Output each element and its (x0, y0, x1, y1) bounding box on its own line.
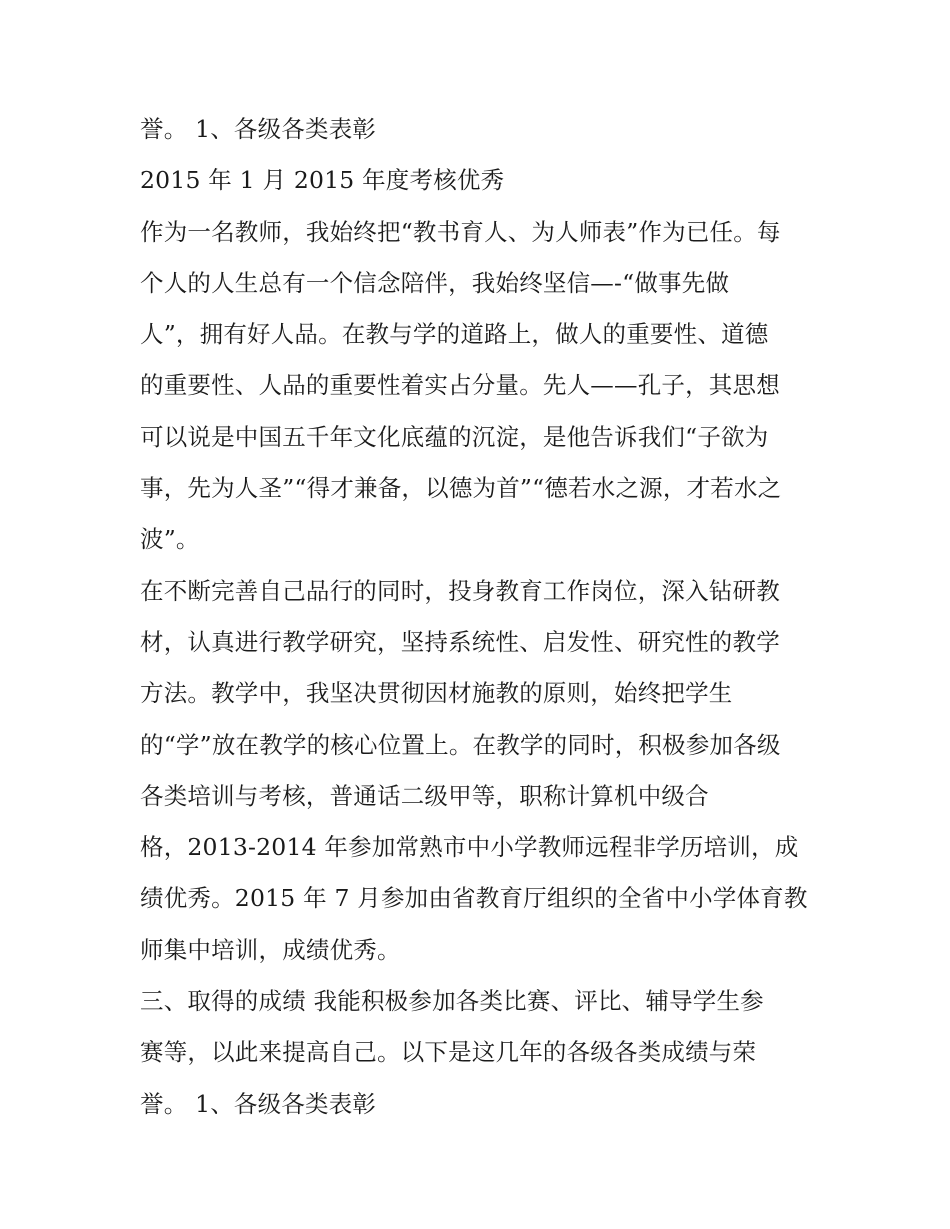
text-line: 作为一名教师，我始终把“教书育人、为人师表”作为已任。每 (140, 217, 781, 246)
text-line: 师集中培训，成绩优秀。 (140, 935, 401, 964)
text-line: 人”，拥有好人品。在教与学的道路上，做人的重要性、道德 (140, 320, 769, 349)
text-line: 誉。 1、各级各类表彰 (140, 115, 377, 143)
text-line: 2015 年 1 月 2015 年度考核优秀 (140, 166, 505, 195)
text-line: 的重要性、人品的重要性着实占分量。先人——孔子，其思想 (140, 371, 780, 400)
text-line: 绩优秀。2015 年 7 月参加由省教育厅组织的全省中小学体育教 (140, 884, 808, 913)
text-line: 三、取得的成绩 我能积极参加各类比赛、评比、辅导学生参 (140, 987, 764, 1016)
text-line: 赛等，以此来提高自己。以下是这几年的各级各类成绩与荣 (140, 1038, 757, 1067)
text-line: 波”。 (140, 525, 200, 554)
text-line: 材，认真进行教学研究，坚持系统性、启发性、研究性的教学 (140, 627, 780, 656)
text-line: 的“学”放在教学的核心位置上。在教学的同时，积极参加各级 (140, 730, 781, 759)
document-body (140, 104, 830, 1130)
text-line: 个人的人生总有一个信念陪伴，我始终坚信—-“做事先做 (140, 268, 730, 297)
text-line: 各类培训与考核，普通话二级甲等，职称计算机中级合 (140, 781, 709, 810)
text-line: 格，2013-2014 年参加常熟市中小学教师远程非学历培训，成 (140, 833, 799, 862)
text-line: 可以说是中国五千年文化底蕴的沉淀，是他告诉我们“子欲为 (140, 422, 769, 451)
text-line: 方法。教学中，我坚决贯彻因材施教的原则，始终把学生 (140, 679, 733, 708)
text-line: 在不断完善自己品行的同时，投身教育工作岗位，深入钻研教 (140, 576, 780, 605)
text-line: 誉。 1、各级各类表彰 (140, 1089, 377, 1118)
text-line: 事，先为人圣”“得才兼备，以德为首”“德若水之源，才若水之 (140, 474, 782, 503)
